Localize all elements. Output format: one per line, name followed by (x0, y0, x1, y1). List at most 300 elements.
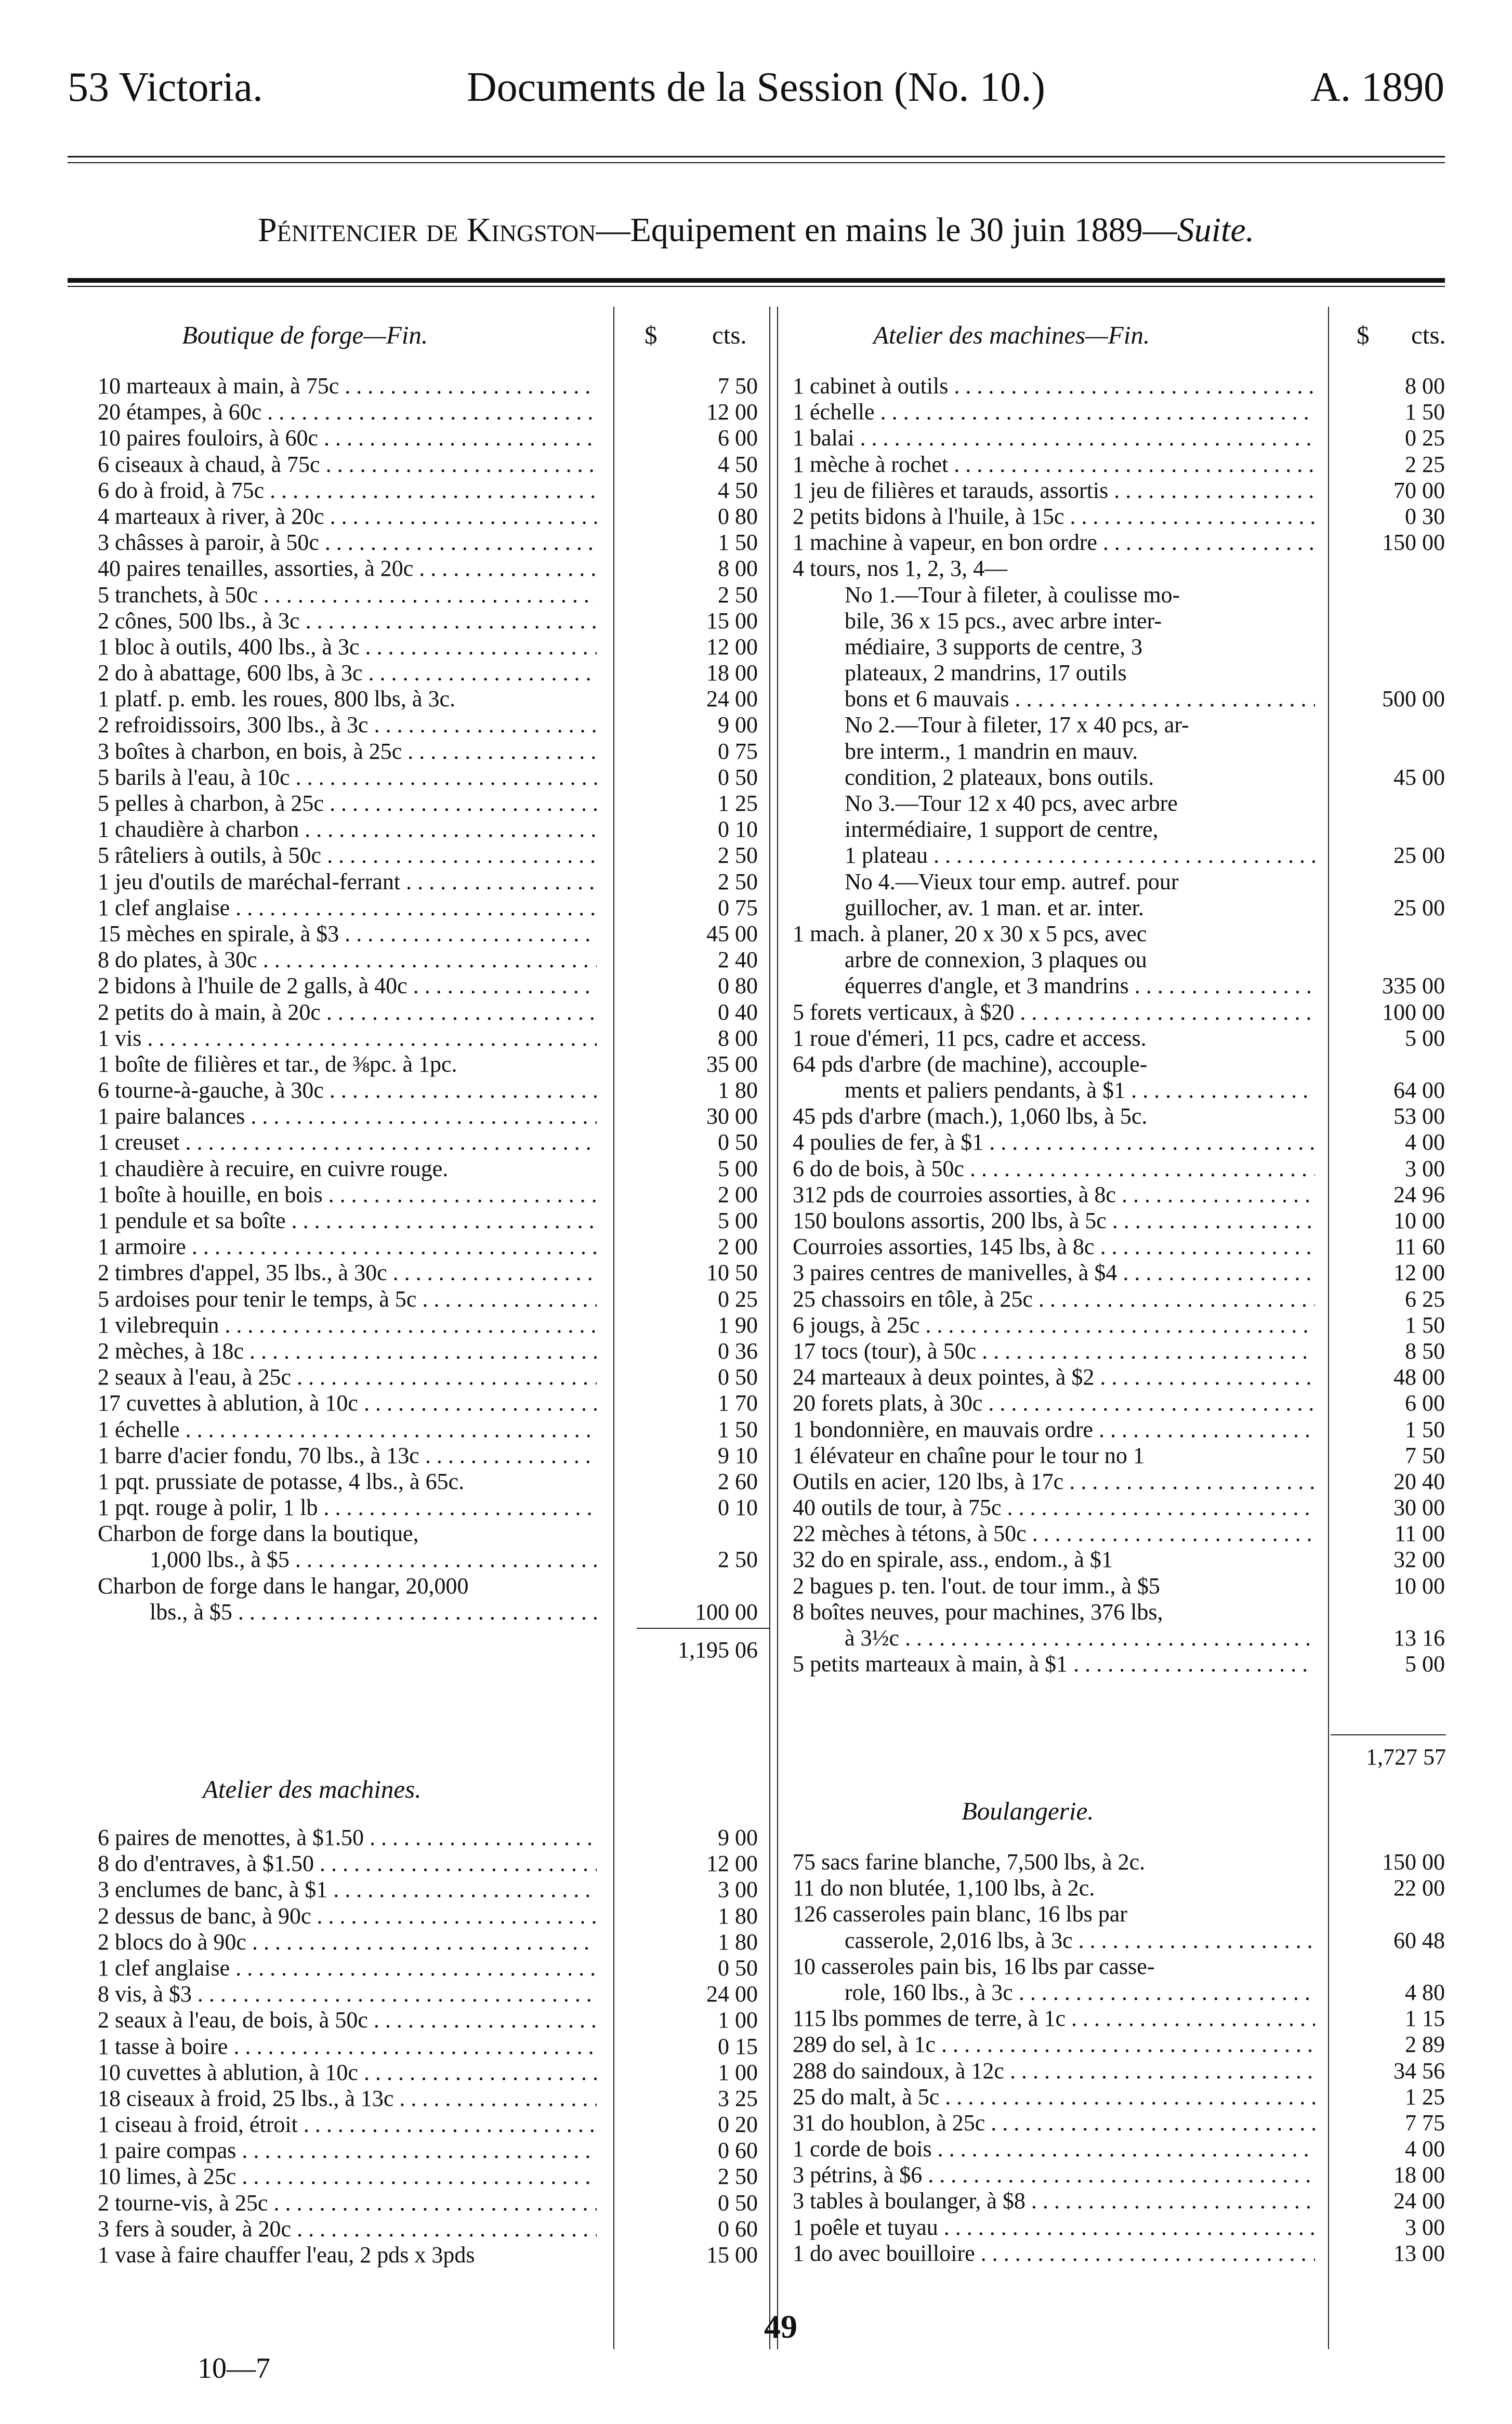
ledger-row (793, 1651, 1447, 1677)
item-description: 1 boîte de filières et tar., de ⅜pc. à 1pc. (98, 1051, 457, 1077)
forge-total: 1,195 06 (678, 1637, 758, 1663)
item-description: 18 ciseaux à froid, 25 lbs., à 13c . . . (98, 2086, 597, 2112)
item-description: 1 barre d'acier fondu, 70 lbs., à 13c . . . (98, 1443, 597, 1469)
ledger-row (793, 1849, 1447, 1875)
ledger-row (98, 1156, 759, 1182)
item-description: 4 tours, nos 1, 2, 3, 4— (793, 556, 1008, 582)
title-suite: Suite. (1177, 211, 1255, 249)
ledger-row (793, 947, 1447, 973)
ledger-row (793, 2188, 1447, 2214)
title-rule-thick (68, 278, 1445, 283)
item-description: 2 petits do à main, à 20c . . . (98, 999, 597, 1025)
item-amount: 48 00 (1393, 1364, 1445, 1390)
item-description: 1 armoire . . . (98, 1234, 597, 1260)
item-amount: 2 50 (718, 582, 758, 608)
item-description: No 3.—Tour 12 x 40 pcs, avec arbre (845, 791, 1178, 816)
item-amount: 2 89 (1405, 2032, 1445, 2058)
item-description: condition, 2 plateaux, bons outils. (845, 764, 1154, 790)
item-amount: 0 80 (718, 973, 758, 999)
item-amount: 11 60 (1394, 1234, 1445, 1260)
item-amount: 1 80 (718, 1929, 758, 1955)
item-amount: 0 25 (718, 1286, 758, 1312)
column-rule (777, 307, 778, 2349)
item-description: 1 bondonnière, en mauvais ordre . . . (793, 1417, 1315, 1443)
item-description: 1 corde de bois . . . (793, 2136, 1315, 2162)
item-amount: 5 00 (718, 1208, 758, 1233)
ledger-row (98, 2112, 759, 2138)
item-description: 8 do plates, à 30c . . . (98, 947, 597, 973)
ledger-row (98, 504, 759, 530)
item-amount: 150 00 (1382, 1849, 1445, 1875)
ledger-row (793, 2084, 1447, 2110)
item-amount: 4 00 (1405, 1129, 1445, 1155)
ledger-row (793, 973, 1447, 999)
ledger-row (793, 791, 1447, 816)
item-description: 1 plateau . . . (845, 842, 1315, 868)
item-description: No 1.—Tour à fileter, à coulisse mo- (845, 582, 1180, 608)
item-amount: 4 80 (1405, 1979, 1445, 2005)
ledger-row (98, 1260, 759, 1286)
item-description: 2 dessus de banc, à 90c . . . (98, 1903, 597, 1929)
item-description: 10 cuvettes à ablution, à 10c . . . (98, 2060, 597, 2086)
item-amount: 1 80 (718, 1077, 758, 1103)
item-description: 1 pqt. prussiate de potasse, 4 lbs., à 65c. (98, 1468, 465, 1494)
item-amount: 25 00 (1393, 842, 1445, 868)
ledger-row (98, 2007, 759, 2033)
item-amount: 2 50 (718, 868, 758, 894)
item-amount: 500 00 (1382, 686, 1445, 712)
ledger-row (793, 1928, 1447, 1954)
item-description: 1 bloc à outils, 400 lbs., à 3c . . . (98, 634, 597, 660)
ledger-row (98, 1495, 759, 1521)
item-amount: 24 96 (1393, 1181, 1445, 1207)
item-amount: 60 48 (1393, 1927, 1445, 1953)
item-description: 1 vase à faire chauffer l'eau, 2 pds x 3pds (98, 2242, 475, 2268)
item-amount: 1 25 (1405, 2084, 1445, 2110)
ledger-row (98, 478, 759, 504)
ledger-row (98, 556, 759, 582)
item-description: 1 balai . . . (793, 425, 1315, 451)
item-description: 20 étampes, à 60c . . . (98, 399, 597, 425)
item-amount: 5 00 (1405, 1025, 1445, 1051)
ledger-row (98, 660, 759, 686)
ledger-row (793, 1599, 1447, 1625)
ledger-row (793, 1129, 1447, 1155)
item-description: 25 do malt, à 5c . . . (793, 2084, 1315, 2110)
item-amount: 335 00 (1382, 973, 1445, 999)
item-amount: 0 30 (1405, 503, 1445, 529)
item-description: 2 petits bidons à l'huile, à 15c . . . (793, 504, 1315, 530)
item-amount: 2 40 (718, 947, 758, 973)
item-description: 75 sacs farine blanche, 7,500 lbs, à 2c. (793, 1849, 1146, 1875)
item-description: 5 râteliers à outils, à 50c . . . (98, 842, 597, 868)
item-amount: 0 60 (718, 2138, 758, 2164)
item-description: 115 lbs pommes de terre, à 1c . . . (793, 2006, 1315, 2032)
item-amount: 4 00 (1405, 2136, 1445, 2162)
item-description: 2 tourne-vis, à 25c . . . (98, 2190, 597, 2216)
item-amount: 18 00 (706, 660, 758, 686)
item-description: Courroies assorties, 145 lbs, à 8c . . . (793, 1234, 1315, 1260)
section-heading-forge: Boutique de forge—Fin. (182, 321, 428, 349)
ledger-row (98, 1390, 759, 1416)
ledger-row (98, 869, 759, 895)
item-description: 1 tasse à boire . . . (98, 2034, 597, 2060)
forge-list (98, 373, 759, 1625)
item-description: 64 pds d'arbre (de machine), accouple- (793, 1051, 1148, 1077)
ledger-row (98, 1286, 759, 1312)
ledger-row (793, 1980, 1447, 2006)
item-amount: 53 00 (1393, 1103, 1445, 1129)
item-description: 5 forets verticaux, à $20 . . . (793, 999, 1315, 1025)
item-description: 5 barils à l'eau, à 10c . . . (98, 765, 597, 791)
title-main: —Equipement en mains le 30 juin 1889— (596, 211, 1177, 249)
item-amount: 1 00 (718, 2007, 758, 2033)
item-amount: 20 40 (1393, 1468, 1445, 1494)
ledger-row (98, 1025, 759, 1051)
page-number: 49 (764, 2308, 797, 2345)
boulangerie-list (793, 1849, 1447, 2267)
item-amount: 100 00 (1382, 999, 1445, 1025)
item-amount: 7 75 (1405, 2110, 1445, 2136)
machines-fin-total-rule (1331, 1734, 1446, 1735)
item-amount: 3 25 (718, 2085, 758, 2111)
item-amount: 24 00 (706, 686, 758, 712)
item-description: 10 casseroles pain bis, 16 lbs par casse- (793, 1953, 1155, 1979)
page-header-left: 53 Victoria. (68, 64, 263, 110)
item-description: 1 vis . . . (98, 1025, 597, 1051)
item-description: 1 boîte à houille, en bois . . . (98, 1182, 597, 1208)
item-amount: 4 50 (718, 451, 758, 477)
title-institution: Pénitencier de Kingston (257, 211, 596, 249)
item-amount: 64 00 (1393, 1077, 1445, 1103)
item-amount: 9 10 (718, 1442, 758, 1468)
item-amount: 30 00 (706, 1103, 758, 1129)
item-description: plateaux, 2 mandrins, 17 outils (845, 660, 1127, 686)
ledger-row (793, 1286, 1447, 1312)
item-amount: 9 00 (718, 1825, 758, 1850)
item-amount: 13 00 (1393, 2240, 1445, 2266)
item-description: 1 clef anglaise . . . (98, 1955, 597, 1981)
item-description: 17 tocs (tour), à 50c . . . (793, 1338, 1315, 1364)
ledger-row (793, 660, 1447, 686)
ledger-row (793, 999, 1447, 1025)
item-amount: 70 00 (1393, 477, 1445, 503)
item-description: No 2.—Tour à fileter, 17 x 40 pcs, ar- (845, 712, 1189, 738)
section-heading-machines-fin: Atelier des machines—Fin. (873, 321, 1150, 349)
item-description: médiaire, 3 supports de centre, 3 (845, 634, 1143, 660)
item-description: 1 platf. p. emb. les roues, 800 lbs, à 3c. (98, 686, 455, 712)
ledger-row (793, 1025, 1447, 1051)
ledger-row (98, 2242, 759, 2268)
ledger-row (98, 634, 759, 660)
ledger-row (793, 2241, 1447, 2267)
item-description: 1 chaudière à charbon . . . (98, 816, 597, 842)
ledger-row (793, 895, 1447, 921)
item-amount: 0 10 (718, 816, 758, 842)
ledger-row (793, 478, 1447, 504)
title-rule-thin (68, 286, 1445, 287)
page-title (0, 213, 1512, 247)
item-description: 1 poêle et tuyau . . . (793, 2215, 1315, 2241)
section-heading-boulangerie: Boulangerie. (962, 1797, 1094, 1825)
ledger-row (793, 373, 1447, 399)
item-amount: 10 50 (706, 1260, 758, 1286)
ledger-row (793, 1469, 1447, 1495)
item-description: 1 mèche à rochet . . . (793, 452, 1315, 478)
item-description: 1 clef anglaise . . . (98, 895, 597, 921)
item-description: bre interm., 1 mandrin en mauv. (845, 738, 1138, 764)
ledger-row (98, 791, 759, 816)
item-description: 8 boîtes neuves, pour machines, 376 lbs, (793, 1599, 1163, 1625)
item-description: 3 pétrins, à $6 . . . (793, 2162, 1315, 2188)
item-amount: 35 00 (706, 1051, 758, 1077)
ledger-row (98, 1364, 759, 1390)
item-description: 1 machine à vapeur, en bon ordre . . . (793, 530, 1315, 556)
item-description: Outils en acier, 120 lbs, à 17c . . . (793, 1469, 1315, 1495)
item-description: 5 tranchets, à 50c . . . (98, 582, 597, 608)
item-description: 126 casseroles pain blanc, 16 lbs par (793, 1901, 1127, 1927)
item-description: 2 refroidissoirs, 300 lbs., à 3c . . . (98, 712, 597, 738)
ledger-row (793, 2136, 1447, 2162)
item-amount: 6 25 (1405, 1286, 1445, 1312)
ledger-row (98, 399, 759, 425)
item-amount: 15 00 (706, 2242, 758, 2268)
item-amount: 6 00 (1405, 1390, 1445, 1416)
ledger-row (98, 2164, 759, 2190)
item-description: 3 paires centres de manivelles, à $4 . . . (793, 1260, 1315, 1286)
item-description: 6 jougs, à 25c . . . (793, 1312, 1315, 1338)
item-amount: 11 00 (1394, 1521, 1445, 1547)
item-amount: 8 00 (1405, 373, 1445, 399)
ledger-row (98, 1521, 759, 1547)
item-description: 1 jeu d'outils de maréchal-ferrant . . . (98, 869, 597, 895)
item-description: 2 seaux à l'eau, de bois, à 50c . . . (98, 2007, 597, 2033)
item-description: 1 pendule et sa boîte . . . (98, 1208, 597, 1234)
header-rule-top (68, 156, 1445, 157)
ledger-row (793, 504, 1447, 530)
ledger-row (793, 1625, 1447, 1651)
item-amount: 0 80 (718, 503, 758, 529)
dollar-header: $ (1357, 321, 1370, 349)
item-description: 31 do houblon, à 25c . . . (793, 2110, 1315, 2136)
item-description: bile, 36 x 15 pcs., avec arbre inter- (845, 608, 1162, 634)
item-amount: 0 50 (718, 1129, 758, 1155)
item-amount: 12 00 (1393, 1260, 1445, 1286)
item-description: 6 do à froid, à 75c . . . (98, 478, 597, 504)
item-amount: 0 36 (718, 1338, 758, 1364)
item-amount: 12 00 (706, 1851, 758, 1877)
ledger-row (98, 1234, 759, 1260)
ledger-row (98, 973, 759, 999)
forge-total-rule (637, 1628, 769, 1629)
ledger-row (793, 1103, 1447, 1129)
item-amount: 22 00 (1393, 1875, 1445, 1901)
ledger-row (98, 921, 759, 947)
item-amount: 0 50 (718, 1364, 758, 1390)
item-description: No 4.—Vieux tour emp. autref. pour (845, 868, 1179, 894)
item-description: 6 do de bois, à 50c . . . (793, 1156, 1315, 1182)
item-amount: 8 00 (718, 556, 758, 582)
ledger-row (793, 2006, 1447, 2032)
ledger-row (793, 739, 1447, 765)
item-amount: 0 75 (718, 894, 758, 920)
item-description: 3 enclumes de banc, à $1 . . . (98, 1877, 597, 1903)
ledger-row (98, 1877, 759, 1903)
item-amount: 2 50 (718, 842, 758, 868)
item-amount: 3 00 (1405, 1155, 1445, 1181)
ledger-row (98, 1312, 759, 1338)
item-description: 1 creuset . . . (98, 1129, 597, 1155)
item-amount: 0 50 (718, 2190, 758, 2216)
ledger-row (793, 712, 1447, 738)
item-description: 1 roue d'émeri, 11 pcs, cadre et access. (793, 1025, 1147, 1051)
item-description: équerres d'angle, et 3 mandrins . . . (845, 973, 1315, 999)
ledger-row (98, 1182, 759, 1208)
item-description: 25 chassoirs en tôle, à 25c . . . (793, 1286, 1315, 1312)
ledger-row (98, 712, 759, 738)
ledger-row (793, 1390, 1447, 1416)
item-description: 11 do non blutée, 1,100 lbs, à 2c. (793, 1875, 1095, 1901)
ledger-row (793, 869, 1447, 895)
ledger-row (793, 1182, 1447, 1208)
item-amount: 1 50 (1405, 1416, 1445, 1442)
item-amount: 6 00 (718, 425, 758, 451)
ledger-row (98, 2216, 759, 2242)
item-amount: 1 00 (718, 2059, 758, 2085)
ledger-row (98, 530, 759, 556)
ledger-row (98, 2060, 759, 2086)
item-description: 2 cônes, 500 lbs., à 3c . . . (98, 608, 597, 634)
item-description: 6 paires de menottes, à $1.50 . . . (98, 1825, 597, 1851)
item-description: 5 ardoises pour tenir le temps, à 5c . . . (98, 1286, 597, 1312)
ledger-row (98, 608, 759, 634)
ledger-row (98, 1417, 759, 1443)
item-description: 15 mèches en spirale, à $3 . . . (98, 921, 597, 947)
ledger-row (98, 1929, 759, 1955)
item-description: 1 paire compas . . . (98, 2138, 597, 2164)
item-description: 2 timbres d'appel, 35 lbs., à 30c . . . (98, 1260, 597, 1286)
item-description: 1 mach. à planer, 20 x 30 x 5 pcs, avec (793, 920, 1147, 946)
ledger-row (793, 1156, 1447, 1182)
machines-list (98, 1825, 759, 2268)
item-description: 40 outils de tour, à 75c . . . (793, 1495, 1315, 1521)
item-amount: 1 80 (718, 1903, 758, 1929)
ledger-row (98, 2086, 759, 2112)
item-description: 10 paires fouloirs, à 60c . . . (98, 425, 597, 451)
item-description: à 3½c . . . (845, 1625, 1315, 1651)
ledger-row (793, 1954, 1447, 1980)
item-amount: 3 00 (718, 1877, 758, 1903)
ledger-row (793, 425, 1447, 451)
ledger-row (98, 765, 759, 791)
section-heading-machines: Atelier des machines. (203, 1775, 422, 1803)
ledger-row (793, 1364, 1447, 1390)
item-description: lbs., à $5 . . . (150, 1599, 597, 1625)
page-header-right: A. 1890 (1310, 64, 1444, 110)
item-amount: 34 56 (1393, 2058, 1445, 2084)
ledger-row (793, 1547, 1447, 1573)
item-amount: 15 00 (706, 608, 758, 634)
item-description: 5 petits marteaux à main, à $1 . . . (793, 1651, 1315, 1677)
ledger-row (793, 921, 1447, 947)
item-description: ments et paliers pendants, à $1 . . . (845, 1077, 1315, 1103)
ledger-row (793, 1573, 1447, 1599)
item-amount: 100 00 (695, 1599, 758, 1625)
ledger-row (98, 1599, 759, 1625)
ledger-row (98, 1903, 759, 1929)
ledger-row (793, 1521, 1447, 1547)
item-description: 1 pqt. rouge à polir, 1 lb . . . (98, 1495, 597, 1521)
ledger-row (98, 1469, 759, 1495)
ledger-row (98, 739, 759, 765)
item-amount: 4 50 (718, 477, 758, 503)
ledger-row (98, 1573, 759, 1599)
item-amount: 1 50 (1405, 1312, 1445, 1338)
ledger-row (98, 1825, 759, 1851)
ledger-row (98, 1851, 759, 1877)
page-header-center: Documents de la Session (No. 10.) (466, 64, 1046, 110)
ledger-row (98, 1103, 759, 1129)
item-amount: 9 00 (718, 712, 758, 738)
item-amount: 10 00 (1393, 1573, 1445, 1599)
ledger-row (98, 2190, 759, 2216)
item-description: 1 do avec bouilloire . . . (793, 2241, 1315, 2267)
item-amount: 5 00 (718, 1155, 758, 1181)
item-amount: 10 00 (1393, 1208, 1445, 1233)
item-amount: 2 00 (718, 1234, 758, 1260)
item-description: 10 marteaux à main, à 75c . . . (98, 373, 597, 399)
item-amount: 1 15 (1405, 2006, 1445, 2032)
item-description: 6 ciseaux à chaud, à 75c . . . (98, 452, 597, 478)
item-amount: 2 60 (718, 1468, 758, 1494)
item-amount: 2 00 (718, 1181, 758, 1207)
ledger-row (793, 2215, 1447, 2241)
ledger-row (98, 2138, 759, 2164)
ledger-row (98, 1338, 759, 1364)
ledger-row (793, 2032, 1447, 2058)
ledger-row (98, 425, 759, 451)
ledger-row (793, 2162, 1447, 2188)
item-amount: 12 00 (706, 399, 758, 425)
item-description: 3 fers à souder, à 20c . . . (98, 2216, 597, 2242)
item-amount: 5 00 (1405, 1651, 1445, 1677)
item-description: 1 jeu de filières et tarauds, assortis . . . (793, 478, 1315, 504)
item-description: arbre de connexion, 3 plaques ou (845, 947, 1147, 973)
ledger-row (98, 1547, 759, 1573)
item-description: 32 do en spirale, ass., endom., à $1 (793, 1547, 1113, 1573)
header-rule-bottom (68, 162, 1445, 163)
item-amount: 8 50 (1405, 1338, 1445, 1364)
item-amount: 24 00 (1393, 2188, 1445, 2214)
ledger-row (793, 1260, 1447, 1286)
item-amount: 8 00 (718, 1025, 758, 1051)
item-amount: 12 00 (706, 634, 758, 660)
item-description: 5 pelles à charbon, à 25c . . . (98, 791, 597, 816)
item-description: 1 paire balances . . . (98, 1103, 597, 1129)
item-description: 22 mèches à tétons, à 50c . . . (793, 1521, 1315, 1547)
item-description: role, 160 lbs., à 3c . . . (845, 1980, 1315, 2006)
ledger-row (793, 1495, 1447, 1521)
item-description: 1 échelle . . . (98, 1417, 597, 1443)
ledger-row (793, 765, 1447, 791)
item-amount: 1 50 (1405, 399, 1445, 425)
ledger-row (793, 1312, 1447, 1338)
item-amount: 0 60 (718, 2216, 758, 2242)
dollar-header: $ (645, 321, 658, 349)
cents-header: cts. (1411, 321, 1446, 349)
item-amount: 1 90 (718, 1312, 758, 1338)
ledger-row (98, 2034, 759, 2060)
